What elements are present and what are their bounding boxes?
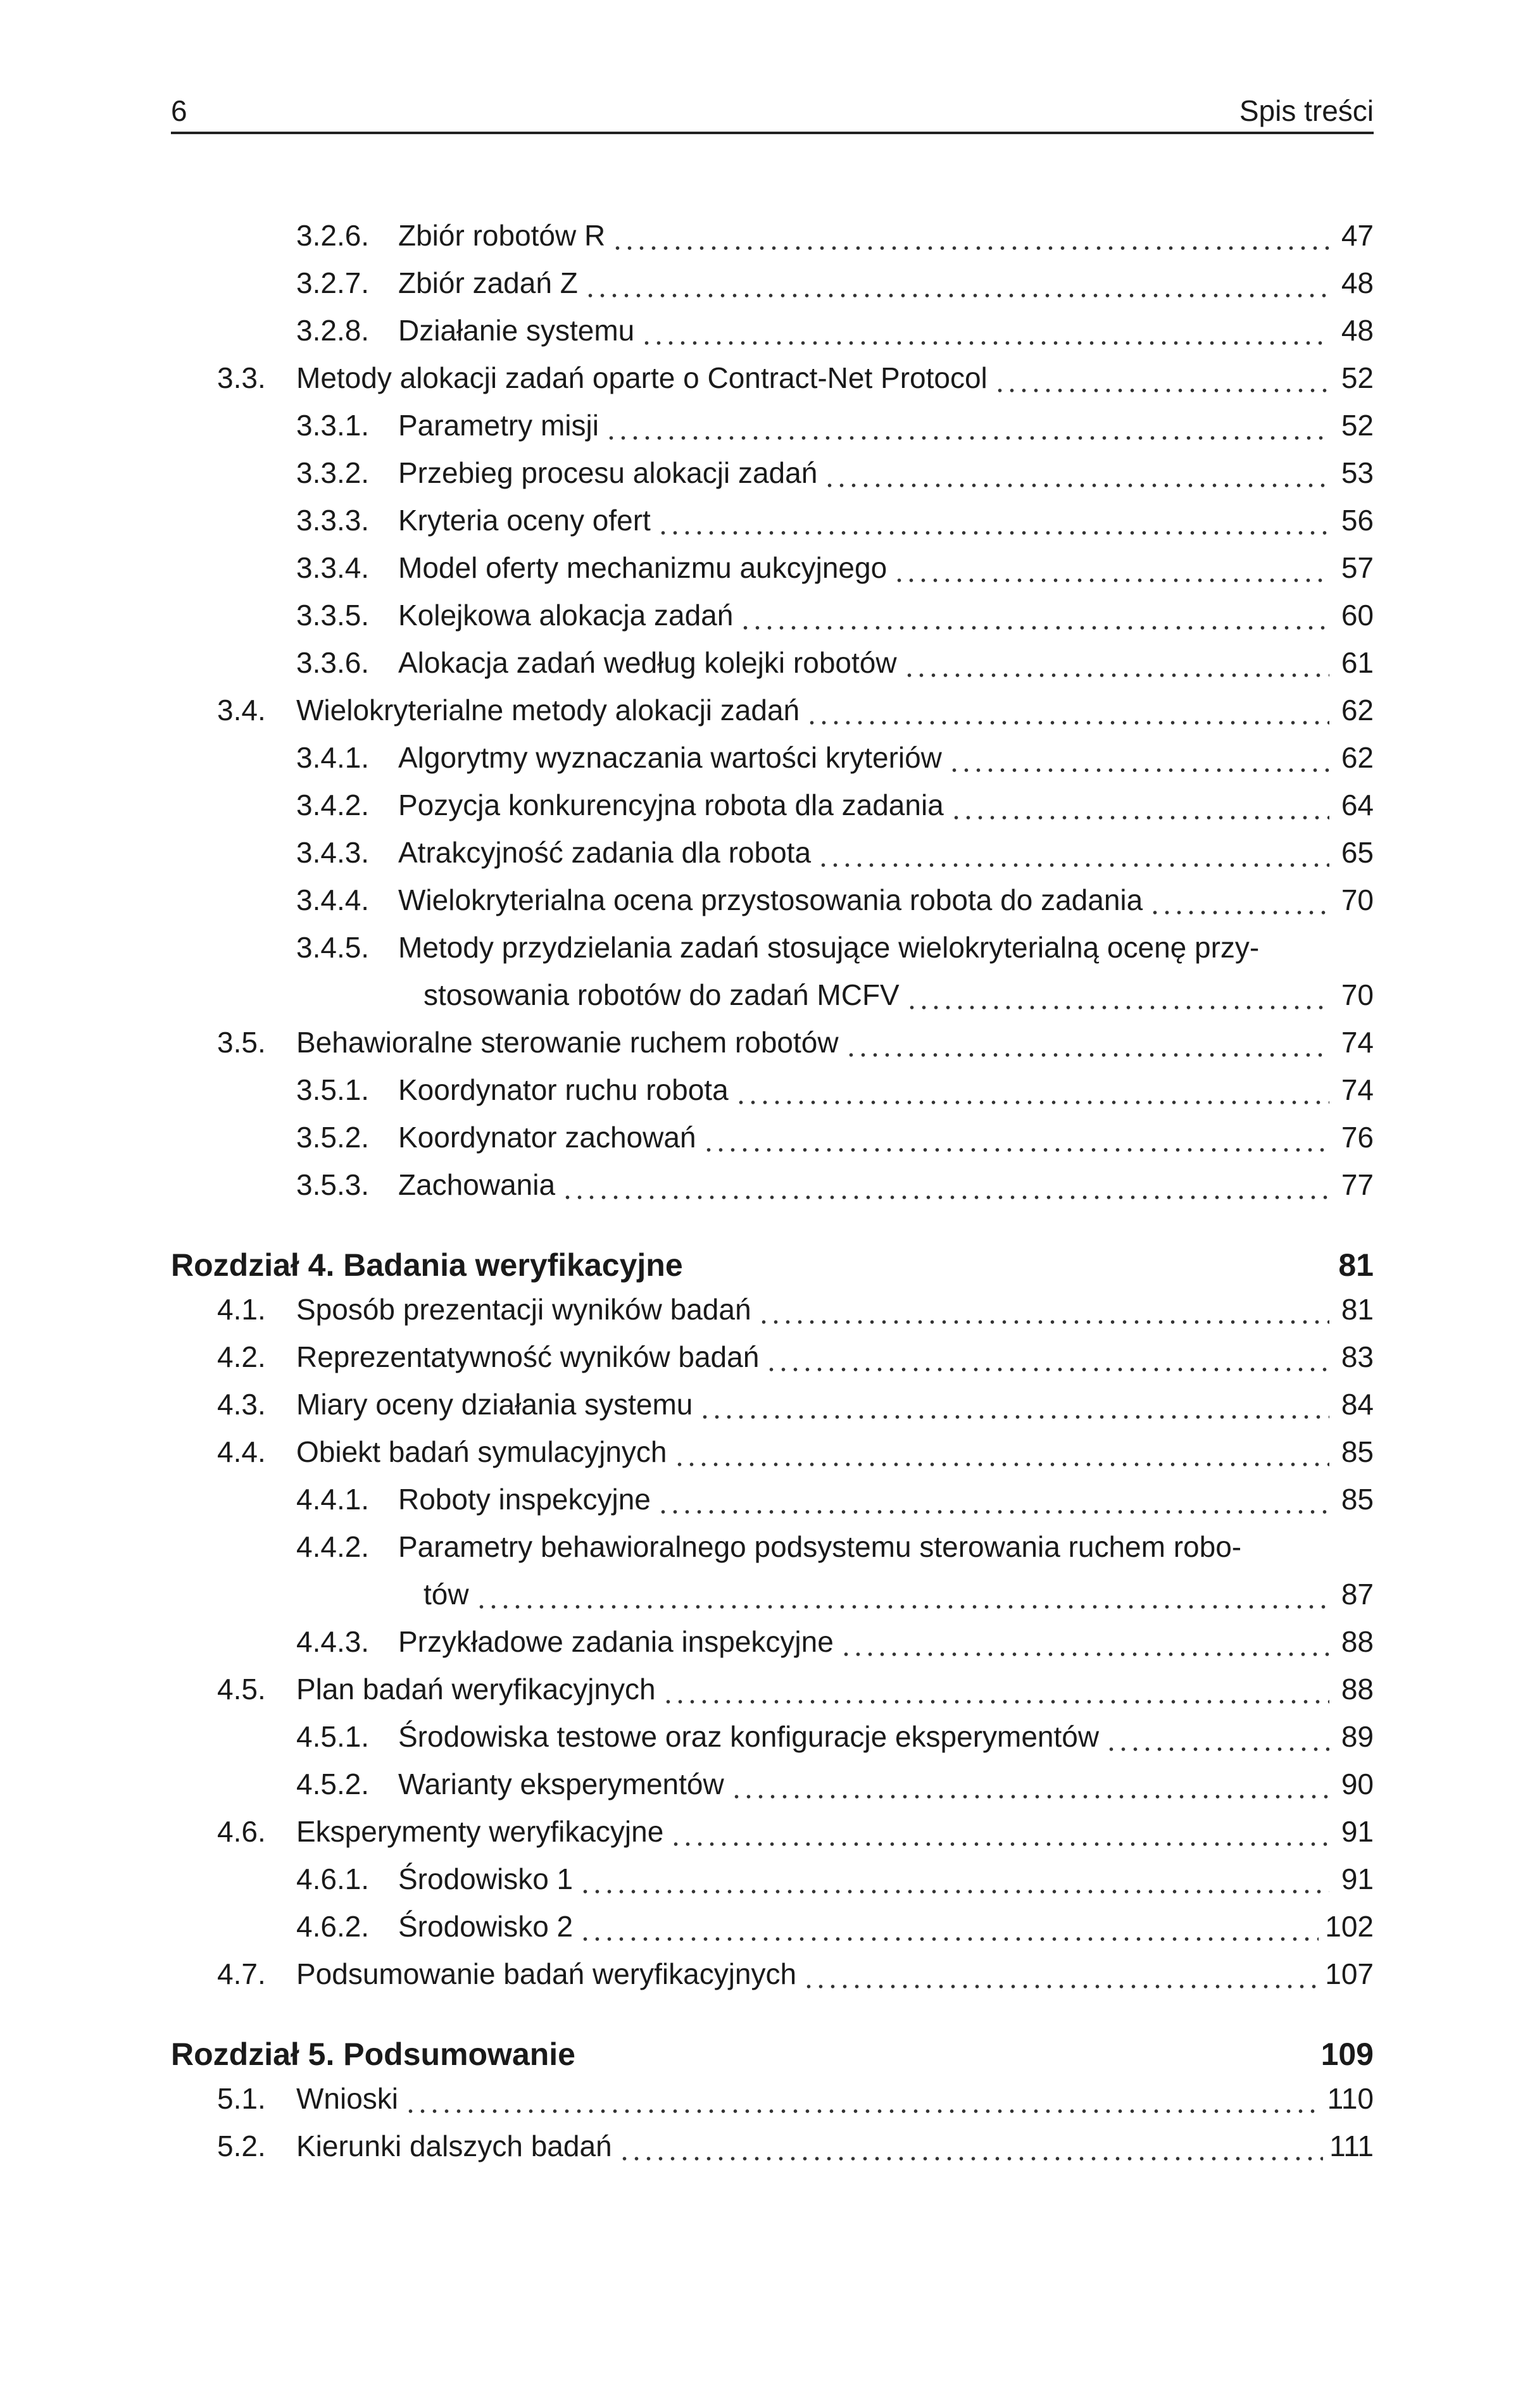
dot-leader bbox=[948, 734, 1329, 782]
page-ref[interactable]: 85 bbox=[1341, 1435, 1374, 1468]
page-ref[interactable]: 47 bbox=[1341, 219, 1374, 252]
dot-leader bbox=[824, 449, 1329, 497]
section-title[interactable]: Przebieg procesu alokacji zadań bbox=[398, 456, 818, 489]
section-number: 4.6. bbox=[217, 1815, 266, 1848]
dot-leader bbox=[840, 1618, 1329, 1666]
toc-entry[interactable] bbox=[171, 1019, 1374, 1066]
page-ref[interactable]: 88 bbox=[1341, 1673, 1374, 1706]
entry-body bbox=[398, 924, 1374, 971]
section-number: 3.3.2. bbox=[296, 456, 370, 489]
entry-body bbox=[398, 1713, 1374, 1761]
section-number: 3.4.4. bbox=[296, 883, 370, 916]
section-title[interactable]: Środowiska testowe oraz konfiguracje eksperymentów bbox=[398, 1720, 1100, 1753]
entry-body bbox=[398, 734, 1374, 782]
section-number: 5.2. bbox=[217, 2130, 266, 2162]
entry-body bbox=[398, 639, 1374, 687]
section-title[interactable]: Metody alokacji zadań oparte o Contract-Net Protocol bbox=[296, 361, 988, 394]
page-ref[interactable]: 57 bbox=[1341, 551, 1374, 584]
dot-leader bbox=[758, 1286, 1329, 1333]
section-number: 4.3. bbox=[217, 1388, 266, 1421]
section-number: 3.4.3. bbox=[296, 836, 370, 869]
section-number: 4.4.1. bbox=[296, 1483, 370, 1516]
entry-body bbox=[398, 1856, 1374, 1903]
dot-leader bbox=[906, 971, 1329, 1019]
page-ref[interactable]: 48 bbox=[1341, 314, 1374, 347]
section-title[interactable]: Zbiór robotów R bbox=[398, 219, 606, 252]
dot-leader bbox=[657, 497, 1329, 544]
toc-entry[interactable] bbox=[171, 1161, 1374, 1209]
dot-leader bbox=[657, 1476, 1329, 1523]
page-ref[interactable]: 84 bbox=[1341, 1388, 1374, 1421]
section-title[interactable]: Koordynator ruchu robota bbox=[398, 1073, 729, 1106]
entry-body bbox=[398, 1761, 1374, 1808]
entry-body bbox=[296, 1950, 1374, 1998]
dot-leader bbox=[699, 1381, 1329, 1428]
entry-body bbox=[398, 212, 1374, 259]
section-title[interactable]: Zachowania bbox=[398, 1168, 556, 1201]
page-ref[interactable]: 90 bbox=[1341, 1768, 1374, 1800]
toc-entry[interactable] bbox=[171, 687, 1374, 734]
dot-leader bbox=[903, 639, 1329, 687]
page-ref[interactable]: 76 bbox=[1341, 1121, 1374, 1154]
toc-entry[interactable] bbox=[171, 1618, 1374, 1666]
entry-body bbox=[296, 1808, 1374, 1856]
entry-body bbox=[423, 971, 1374, 1019]
section-number: 4.7. bbox=[217, 1957, 266, 1990]
dot-leader bbox=[662, 1666, 1329, 1713]
section-title[interactable]: Alokacja zadań według kolejki robotów bbox=[398, 646, 897, 679]
toc-entry[interactable] bbox=[171, 592, 1374, 639]
spacer bbox=[1265, 924, 1367, 971]
toc-entry[interactable] bbox=[171, 1903, 1374, 1950]
toc-entry-continuation[interactable] bbox=[171, 1571, 1374, 1618]
toc-entry[interactable] bbox=[171, 1523, 1374, 1571]
dot-leader bbox=[670, 1808, 1329, 1856]
toc-entry[interactable] bbox=[171, 2031, 1374, 2078]
section-number: 5.1. bbox=[217, 2082, 266, 2115]
page-ref[interactable]: 48 bbox=[1341, 266, 1374, 299]
dot-leader bbox=[994, 354, 1329, 402]
toc-entry[interactable] bbox=[171, 354, 1374, 402]
dot-leader bbox=[561, 1161, 1329, 1209]
dot-leader bbox=[739, 592, 1329, 639]
toc-entry[interactable] bbox=[171, 1761, 1374, 1808]
section-number: 3.3.1. bbox=[296, 409, 370, 442]
dot-leader bbox=[605, 402, 1329, 449]
page-ref[interactable]: 89 bbox=[1341, 1720, 1374, 1753]
toc-entry[interactable] bbox=[171, 307, 1374, 354]
section-number: 4.6.2. bbox=[296, 1910, 370, 1943]
toc-entry-continuation[interactable] bbox=[171, 971, 1374, 1019]
section-title[interactable]: Wielokryterialna ocena przystosowania robota do zadania bbox=[398, 883, 1143, 916]
section-title[interactable]: Środowisko 1 bbox=[398, 1862, 574, 1895]
toc-entry[interactable] bbox=[171, 402, 1374, 449]
entry-body bbox=[398, 1618, 1374, 1666]
page-ref[interactable]: 109 bbox=[1320, 2037, 1374, 2072]
dot-leader bbox=[405, 2075, 1321, 2123]
spacer bbox=[582, 2031, 1315, 2078]
section-number: 3.2.8. bbox=[296, 314, 370, 347]
page-ref[interactable]: 102 bbox=[1325, 1910, 1374, 1943]
section-number: 4.1. bbox=[217, 1293, 266, 1326]
section-title[interactable]: Koordynator zachowań bbox=[398, 1121, 696, 1154]
entry-body bbox=[296, 1019, 1374, 1066]
dot-leader bbox=[579, 1856, 1329, 1903]
toc-entry[interactable] bbox=[171, 2123, 1374, 2170]
entry-body bbox=[398, 1523, 1374, 1571]
entry-body bbox=[398, 544, 1374, 592]
section-title[interactable]: Pozycja konkurencyjna robota dla zadania bbox=[398, 789, 944, 821]
dot-leader bbox=[641, 307, 1329, 354]
toc-entry[interactable] bbox=[171, 1856, 1374, 1903]
section-title[interactable]: Eksperymenty weryfikacyjne bbox=[296, 1815, 664, 1848]
section-title-continuation[interactable]: tów bbox=[423, 1578, 469, 1611]
page-ref[interactable]: 52 bbox=[1341, 409, 1374, 442]
section-title[interactable]: Miary oceny działania systemu bbox=[296, 1388, 693, 1421]
entry-body bbox=[296, 1333, 1374, 1381]
section-title[interactable]: Reprezentatywność wyników badań bbox=[296, 1340, 760, 1373]
toc-entry[interactable] bbox=[171, 829, 1374, 876]
page-ref[interactable]: 62 bbox=[1341, 741, 1374, 774]
page-ref[interactable]: 77 bbox=[1341, 1168, 1374, 1201]
page-ref[interactable]: 60 bbox=[1341, 599, 1374, 632]
page-number: 6 bbox=[171, 94, 187, 127]
toc-entry[interactable] bbox=[171, 544, 1374, 592]
entry-body bbox=[171, 2031, 1374, 2078]
dot-leader bbox=[735, 1066, 1329, 1114]
running-title: Spis treści bbox=[1239, 94, 1374, 127]
section-title[interactable]: Plan badań weryfikacyjnych bbox=[296, 1673, 656, 1706]
section-title[interactable]: Wielokryterialne metody alokacji zadań bbox=[296, 694, 800, 727]
toc-entry[interactable] bbox=[171, 449, 1374, 497]
section-title[interactable]: Kolejkowa alokacja zadań bbox=[398, 599, 734, 632]
dot-leader bbox=[845, 1019, 1329, 1066]
section-title[interactable]: Działanie systemu bbox=[398, 314, 635, 347]
page-ref[interactable]: 81 bbox=[1338, 1247, 1374, 1283]
toc-entry[interactable] bbox=[171, 1242, 1374, 1289]
section-number: 3.3.3. bbox=[296, 504, 370, 537]
section-title-continuation[interactable]: stosowania robotów do zadań MCFV bbox=[423, 978, 900, 1011]
toc-entry[interactable] bbox=[171, 924, 1374, 971]
entry-body bbox=[296, 1286, 1374, 1333]
toc-entry[interactable] bbox=[171, 1381, 1374, 1428]
running-header bbox=[171, 89, 1374, 134]
section-number: 3.2.7. bbox=[296, 266, 370, 299]
toc-entry[interactable] bbox=[171, 1333, 1374, 1381]
section-title[interactable]: Behawioralne sterowanie ruchem robotów bbox=[296, 1026, 839, 1059]
section-title[interactable]: Parametry behawioralnego podsystemu sterowania ruchem robo- bbox=[398, 1530, 1242, 1563]
section-number: 3.3.5. bbox=[296, 599, 370, 632]
page-ref[interactable]: 56 bbox=[1341, 504, 1374, 537]
section-title[interactable]: Warianty eksperymentów bbox=[398, 1768, 724, 1800]
toc-entry[interactable] bbox=[171, 782, 1374, 829]
dot-leader bbox=[950, 782, 1329, 829]
entry-body bbox=[296, 2123, 1374, 2170]
toc-entry[interactable] bbox=[171, 1808, 1374, 1856]
entry-body bbox=[398, 1161, 1374, 1209]
section-title[interactable]: Rozdział 5. Podsumowanie bbox=[171, 2037, 575, 2072]
entry-body bbox=[398, 1903, 1374, 1950]
toc-entry[interactable] bbox=[171, 1114, 1374, 1161]
section-number: 4.2. bbox=[217, 1340, 266, 1373]
section-number: 4.5. bbox=[217, 1673, 266, 1706]
page-ref[interactable]: 88 bbox=[1341, 1625, 1374, 1658]
entry-body bbox=[398, 876, 1374, 924]
dot-leader bbox=[893, 544, 1329, 592]
toc-entry[interactable] bbox=[171, 1286, 1374, 1333]
section-title[interactable]: Model oferty mechanizmu aukcyjnego bbox=[398, 551, 888, 584]
section-title[interactable]: Kryteria oceny ofert bbox=[398, 504, 651, 537]
entry-body bbox=[296, 1666, 1374, 1713]
page-ref[interactable]: 64 bbox=[1341, 789, 1374, 821]
entry-body bbox=[423, 1571, 1374, 1618]
section-title[interactable]: Parametry misji bbox=[398, 409, 599, 442]
dot-leader bbox=[674, 1428, 1329, 1476]
page-ref[interactable]: 111 bbox=[1329, 2130, 1374, 2162]
entry-body bbox=[296, 1428, 1374, 1476]
dot-leader bbox=[475, 1571, 1329, 1618]
page-ref[interactable]: 87 bbox=[1341, 1578, 1374, 1611]
toc-entry[interactable] bbox=[171, 876, 1374, 924]
entry-body bbox=[398, 402, 1374, 449]
section-title[interactable]: Algorytmy wyznaczania wartości kryteriów bbox=[398, 741, 942, 774]
page-ref[interactable]: 91 bbox=[1341, 1815, 1374, 1848]
section-number: 3.5.3. bbox=[296, 1168, 370, 1201]
toc-entry[interactable] bbox=[171, 1476, 1374, 1523]
section-number: 4.4.2. bbox=[296, 1530, 370, 1563]
section-number: 3.2.6. bbox=[296, 219, 370, 252]
section-title[interactable]: Podsumowanie badań weryfikacyjnych bbox=[296, 1957, 797, 1990]
page-ref[interactable]: 110 bbox=[1327, 2082, 1374, 2115]
page-ref[interactable]: 61 bbox=[1341, 646, 1374, 679]
section-title[interactable]: Obiekt badań symulacyjnych bbox=[296, 1435, 667, 1468]
section-number: 3.3. bbox=[217, 361, 266, 394]
spacer bbox=[689, 1242, 1329, 1289]
entry-body bbox=[398, 497, 1374, 544]
section-title[interactable]: Metody przydzielania zadań stosujące wielokryterialną ocenę przy- bbox=[398, 931, 1260, 964]
toc-entry[interactable] bbox=[171, 639, 1374, 687]
entry-body bbox=[398, 1066, 1374, 1114]
page-ref[interactable]: 53 bbox=[1341, 456, 1374, 489]
entry-body bbox=[296, 687, 1374, 734]
section-number: 3.3.6. bbox=[296, 646, 370, 679]
section-number: 4.6.1. bbox=[296, 1862, 370, 1895]
toc-entry[interactable] bbox=[171, 212, 1374, 259]
section-number: 4.5.2. bbox=[296, 1768, 370, 1800]
page-ref[interactable]: 70 bbox=[1341, 883, 1374, 916]
section-title[interactable]: Rozdział 4. Badania weryfikacyjne bbox=[171, 1247, 683, 1283]
page-ref[interactable]: 107 bbox=[1325, 1957, 1374, 1990]
toc-entry[interactable] bbox=[171, 1713, 1374, 1761]
section-number: 4.5.1. bbox=[296, 1720, 370, 1753]
toc-entry[interactable] bbox=[171, 1950, 1374, 1998]
dot-leader bbox=[579, 1903, 1319, 1950]
section-number: 3.4.1. bbox=[296, 741, 370, 774]
entry-body bbox=[398, 1476, 1374, 1523]
page-ref[interactable]: 81 bbox=[1341, 1293, 1374, 1326]
dot-leader bbox=[612, 212, 1329, 259]
page-ref[interactable]: 91 bbox=[1341, 1862, 1374, 1895]
toc-entry[interactable] bbox=[171, 1428, 1374, 1476]
page-ref[interactable]: 74 bbox=[1341, 1073, 1374, 1106]
dot-leader bbox=[584, 259, 1329, 307]
dot-leader bbox=[817, 829, 1329, 876]
entry-body bbox=[398, 782, 1374, 829]
section-number: 4.4.3. bbox=[296, 1625, 370, 1658]
entry-body bbox=[398, 829, 1374, 876]
dot-leader bbox=[765, 1333, 1329, 1381]
section-title[interactable]: Roboty inspekcyjne bbox=[398, 1483, 651, 1516]
entry-body bbox=[398, 259, 1374, 307]
section-title[interactable]: Zbiór zadań Z bbox=[398, 266, 578, 299]
dot-leader bbox=[703, 1114, 1329, 1161]
toc-entry[interactable] bbox=[171, 1066, 1374, 1114]
toc-entry[interactable] bbox=[171, 497, 1374, 544]
entry-body bbox=[398, 449, 1374, 497]
entry-body bbox=[296, 2075, 1374, 2123]
section-title[interactable]: Wnioski bbox=[296, 2082, 399, 2115]
dot-leader bbox=[1149, 876, 1329, 924]
section-number: 3.5.1. bbox=[296, 1073, 370, 1106]
dot-leader bbox=[806, 687, 1329, 734]
toc-entry[interactable] bbox=[171, 734, 1374, 782]
section-number: 3.4.5. bbox=[296, 931, 370, 964]
section-number: 3.5.2. bbox=[296, 1121, 370, 1154]
spacer bbox=[1248, 1523, 1367, 1571]
page-ref[interactable]: 70 bbox=[1341, 978, 1374, 1011]
section-title[interactable]: Kierunki dalszych badań bbox=[296, 2130, 612, 2162]
page-ref[interactable]: 85 bbox=[1341, 1483, 1374, 1516]
page-ref[interactable]: 52 bbox=[1341, 361, 1374, 394]
entry-body bbox=[171, 1242, 1374, 1289]
section-number: 3.4. bbox=[217, 694, 266, 727]
page-ref[interactable]: 62 bbox=[1341, 694, 1374, 727]
dot-leader bbox=[618, 2123, 1323, 2170]
entry-body bbox=[296, 1381, 1374, 1428]
dot-leader bbox=[731, 1761, 1329, 1808]
entry-body bbox=[398, 592, 1374, 639]
dot-leader bbox=[803, 1950, 1319, 1998]
section-number: 3.5. bbox=[217, 1026, 266, 1059]
toc-entry[interactable] bbox=[171, 2075, 1374, 2123]
section-number: 3.4.2. bbox=[296, 789, 370, 821]
section-title[interactable]: Przykładowe zadania inspekcyjne bbox=[398, 1625, 834, 1658]
entry-body bbox=[398, 1114, 1374, 1161]
section-number: 3.3.4. bbox=[296, 551, 370, 584]
entry-body bbox=[398, 307, 1374, 354]
section-title[interactable]: Sposób prezentacji wyników badań bbox=[296, 1293, 751, 1326]
page-ref[interactable]: 74 bbox=[1341, 1026, 1374, 1059]
toc-entry[interactable] bbox=[171, 1666, 1374, 1713]
entry-body bbox=[296, 354, 1374, 402]
table-of-contents bbox=[171, 212, 1374, 2170]
toc-entry[interactable] bbox=[171, 259, 1374, 307]
section-number: 4.4. bbox=[217, 1435, 266, 1468]
dot-leader bbox=[1105, 1713, 1329, 1761]
page-ref[interactable]: 65 bbox=[1341, 836, 1374, 869]
page-ref[interactable]: 83 bbox=[1341, 1340, 1374, 1373]
section-title[interactable]: Atrakcyjność zadania dla robota bbox=[398, 836, 812, 869]
section-title[interactable]: Środowisko 2 bbox=[398, 1910, 574, 1943]
